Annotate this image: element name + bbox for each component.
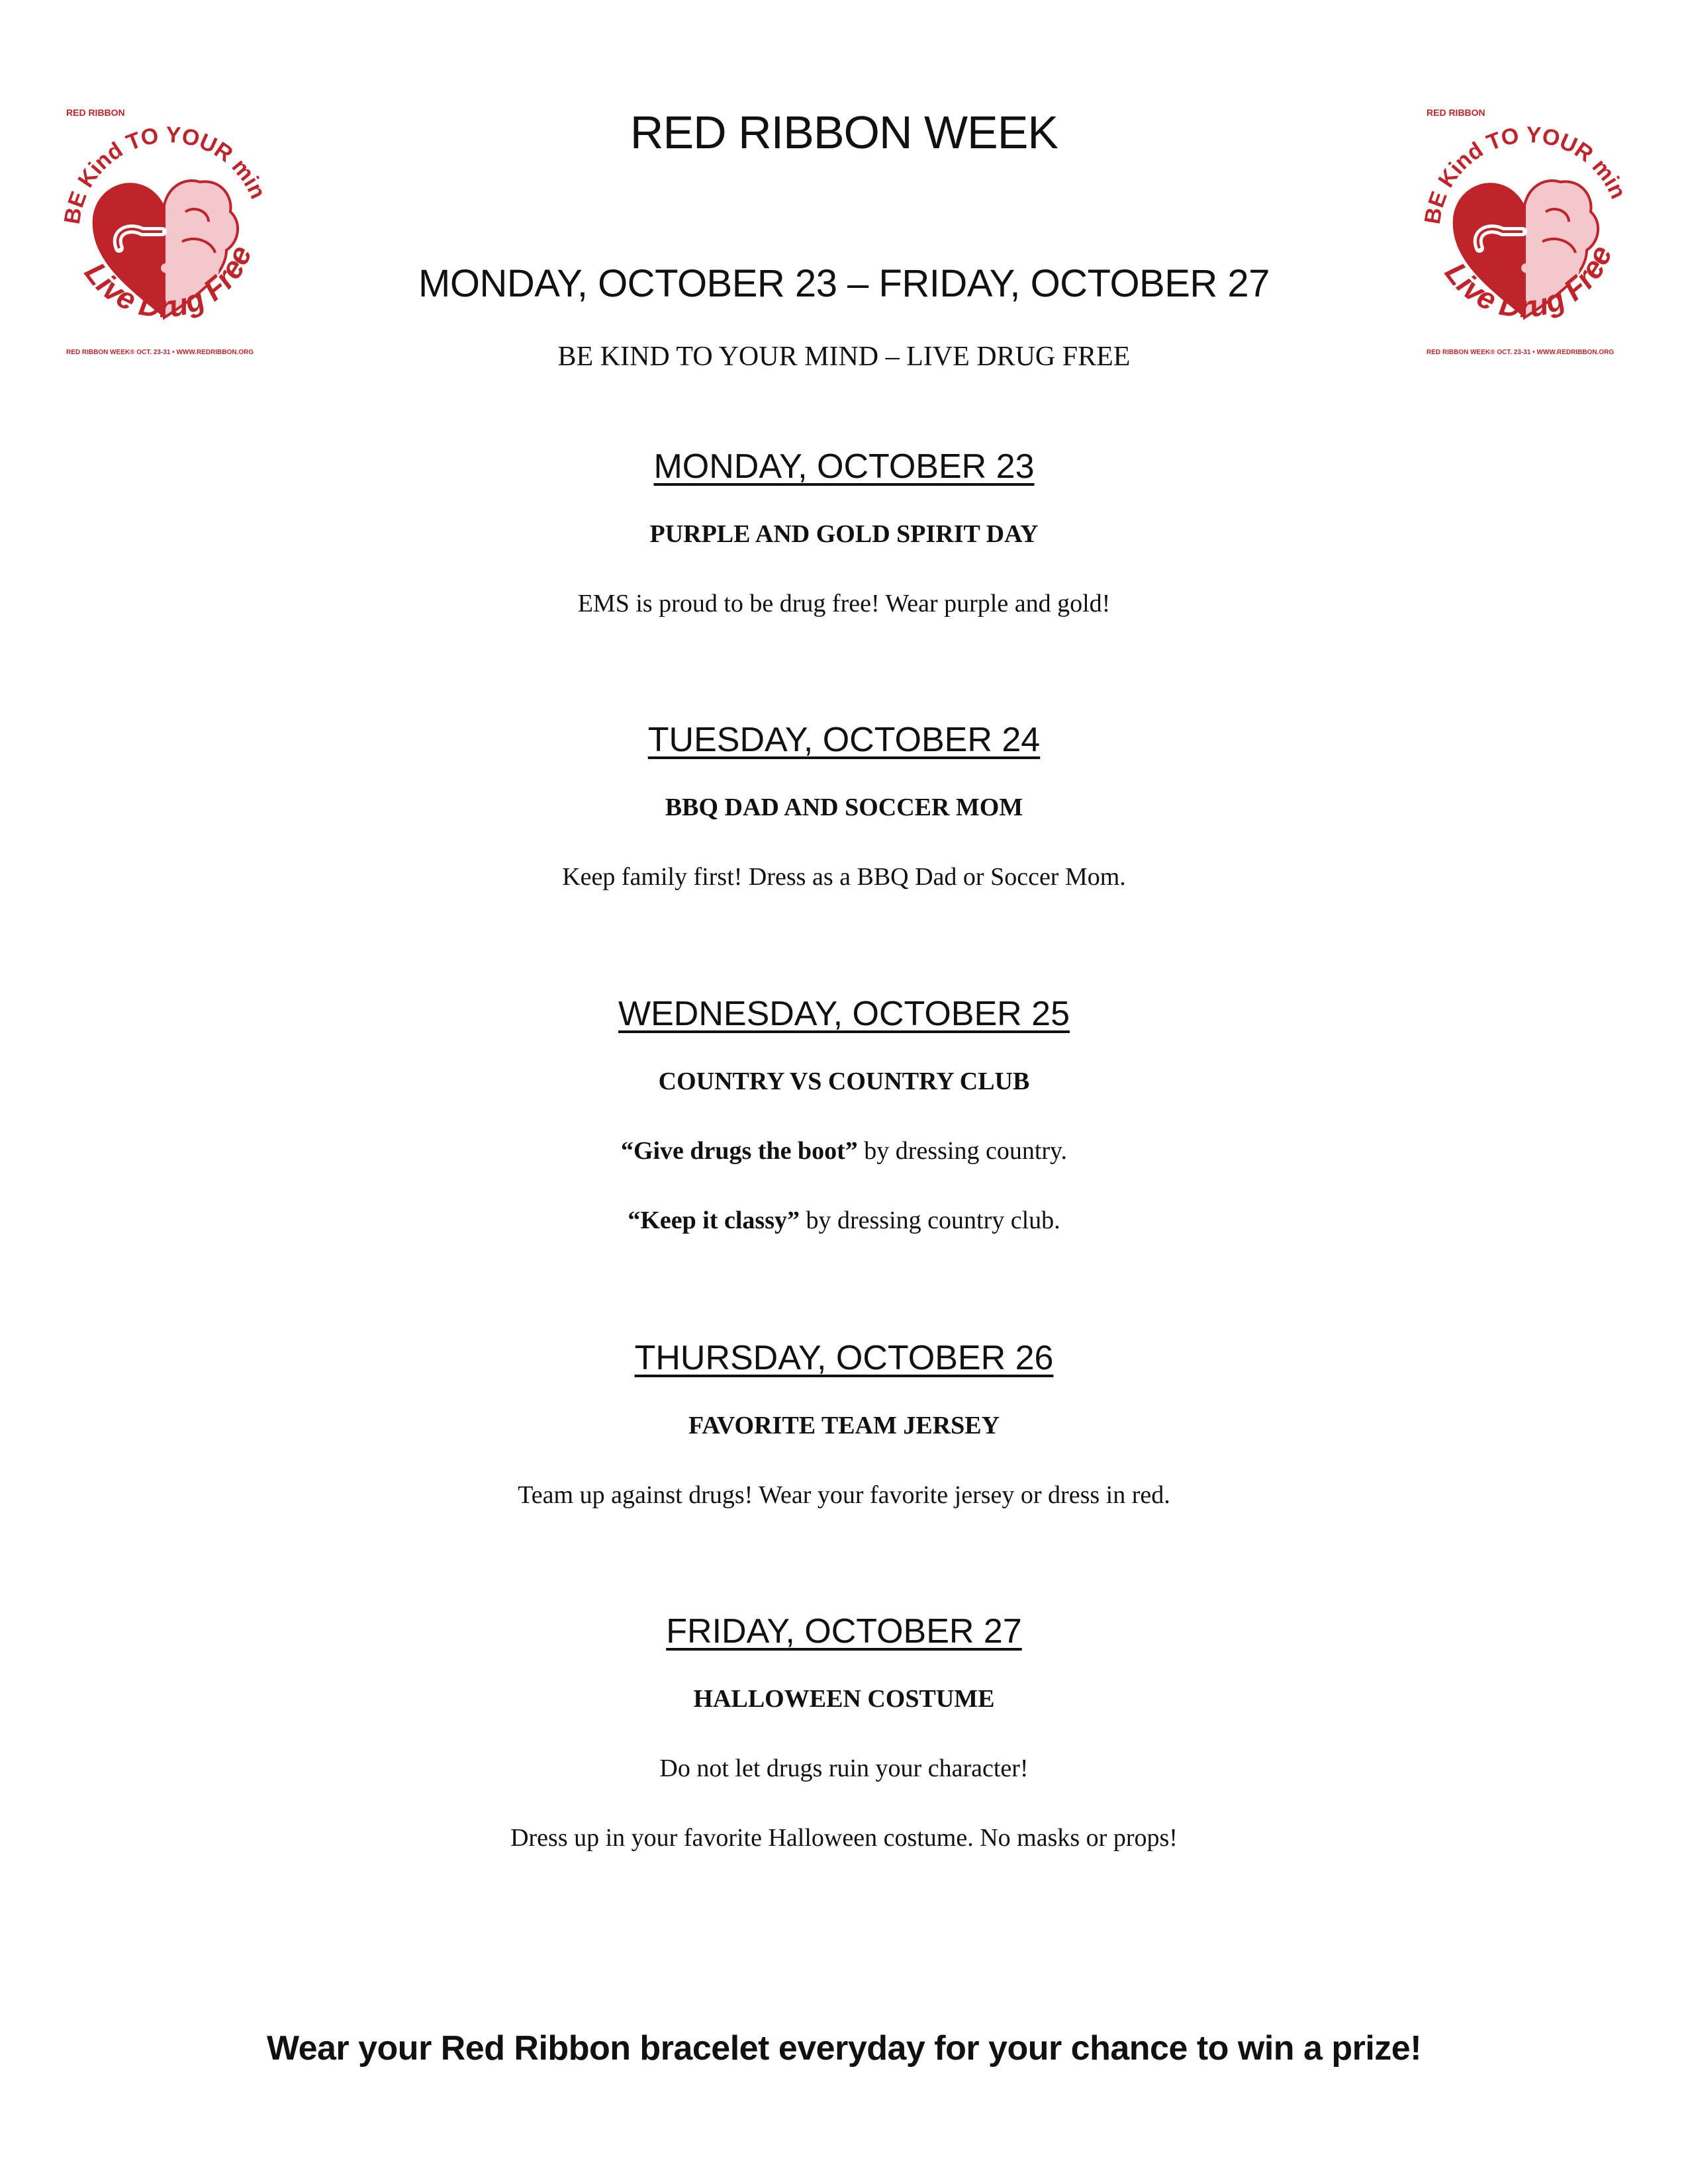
tuesday-theme: BBQ DAD AND SOCCER MOM <box>665 794 1023 821</box>
friday-description-2: Dress up in your favorite Halloween costume. No masks or props! <box>510 1824 1178 1852</box>
thursday-description: Team up against drugs! Wear your favorite jersey or dress in red. <box>518 1481 1170 1509</box>
wednesday-description-1 <box>0 1136 1688 1165</box>
logo-corner-text: RED RIBBON <box>66 107 125 118</box>
friday-theme: HALLOWEEN COSTUME <box>693 1685 995 1713</box>
logo-bottom-text: Live Drug Free <box>77 240 258 324</box>
week-dates: MONDAY, OCTOBER 23 – FRIDAY, OCTOBER 27 <box>418 262 1270 305</box>
wednesday-slogan-2: “Keep it classy” <box>628 1206 800 1234</box>
friday-description-1: Do not let drugs ruin your character! <box>659 1754 1029 1782</box>
monday-heading: MONDAY, OCTOBER 23 <box>653 447 1035 486</box>
page-title: RED RIBBON WEEK <box>630 107 1058 158</box>
friday-heading: FRIDAY, OCTOBER 27 <box>666 1612 1022 1651</box>
footer-note: Wear your Red Ribbon bracelet everyday for your chance to win a prize! <box>266 2029 1422 2068</box>
week-theme: BE KIND TO YOUR MIND – LIVE DRUG FREE <box>557 341 1131 372</box>
thursday-heading: THURSDAY, OCTOBER 26 <box>634 1339 1054 1377</box>
wednesday-heading: WEDNESDAY, OCTOBER 25 <box>618 995 1070 1033</box>
monday-description: EMS is proud to be drug free! Wear purple and gold! <box>577 590 1111 617</box>
monday-theme: PURPLE AND GOLD SPIRIT DAY <box>649 520 1039 548</box>
logo-top-text: BE Kind TO YOUR min <box>59 122 271 226</box>
wednesday-desc-1-rest: by dressing country. <box>857 1137 1068 1165</box>
logo-footer-text: RED RIBBON WEEK® OCT. 23-31 • WWW.REDRIBBON.ORG <box>1427 349 1615 356</box>
logo-top-text: BE Kind TO YOUR min <box>1419 122 1631 226</box>
logo-bottom-text: Live Drug Free <box>1438 240 1618 324</box>
thursday-theme: FAVORITE TEAM JERSEY <box>688 1412 1000 1439</box>
wednesday-theme: COUNTRY VS COUNTRY CLUB <box>658 1068 1030 1095</box>
wednesday-slogan-1: “Give drugs the boot” <box>620 1137 858 1165</box>
logo-footer-text: RED RIBBON WEEK® OCT. 23-31 • WWW.REDRIBBON.ORG <box>66 349 254 356</box>
wednesday-description-2 <box>0 1206 1688 1235</box>
tuesday-heading: TUESDAY, OCTOBER 24 <box>647 721 1041 759</box>
logo-corner-text: RED RIBBON <box>1427 107 1485 118</box>
wednesday-desc-2-rest: by dressing country club. <box>799 1206 1060 1234</box>
tuesday-description: Keep family first! Dress as a BBQ Dad or Soccer Mom. <box>562 863 1126 891</box>
